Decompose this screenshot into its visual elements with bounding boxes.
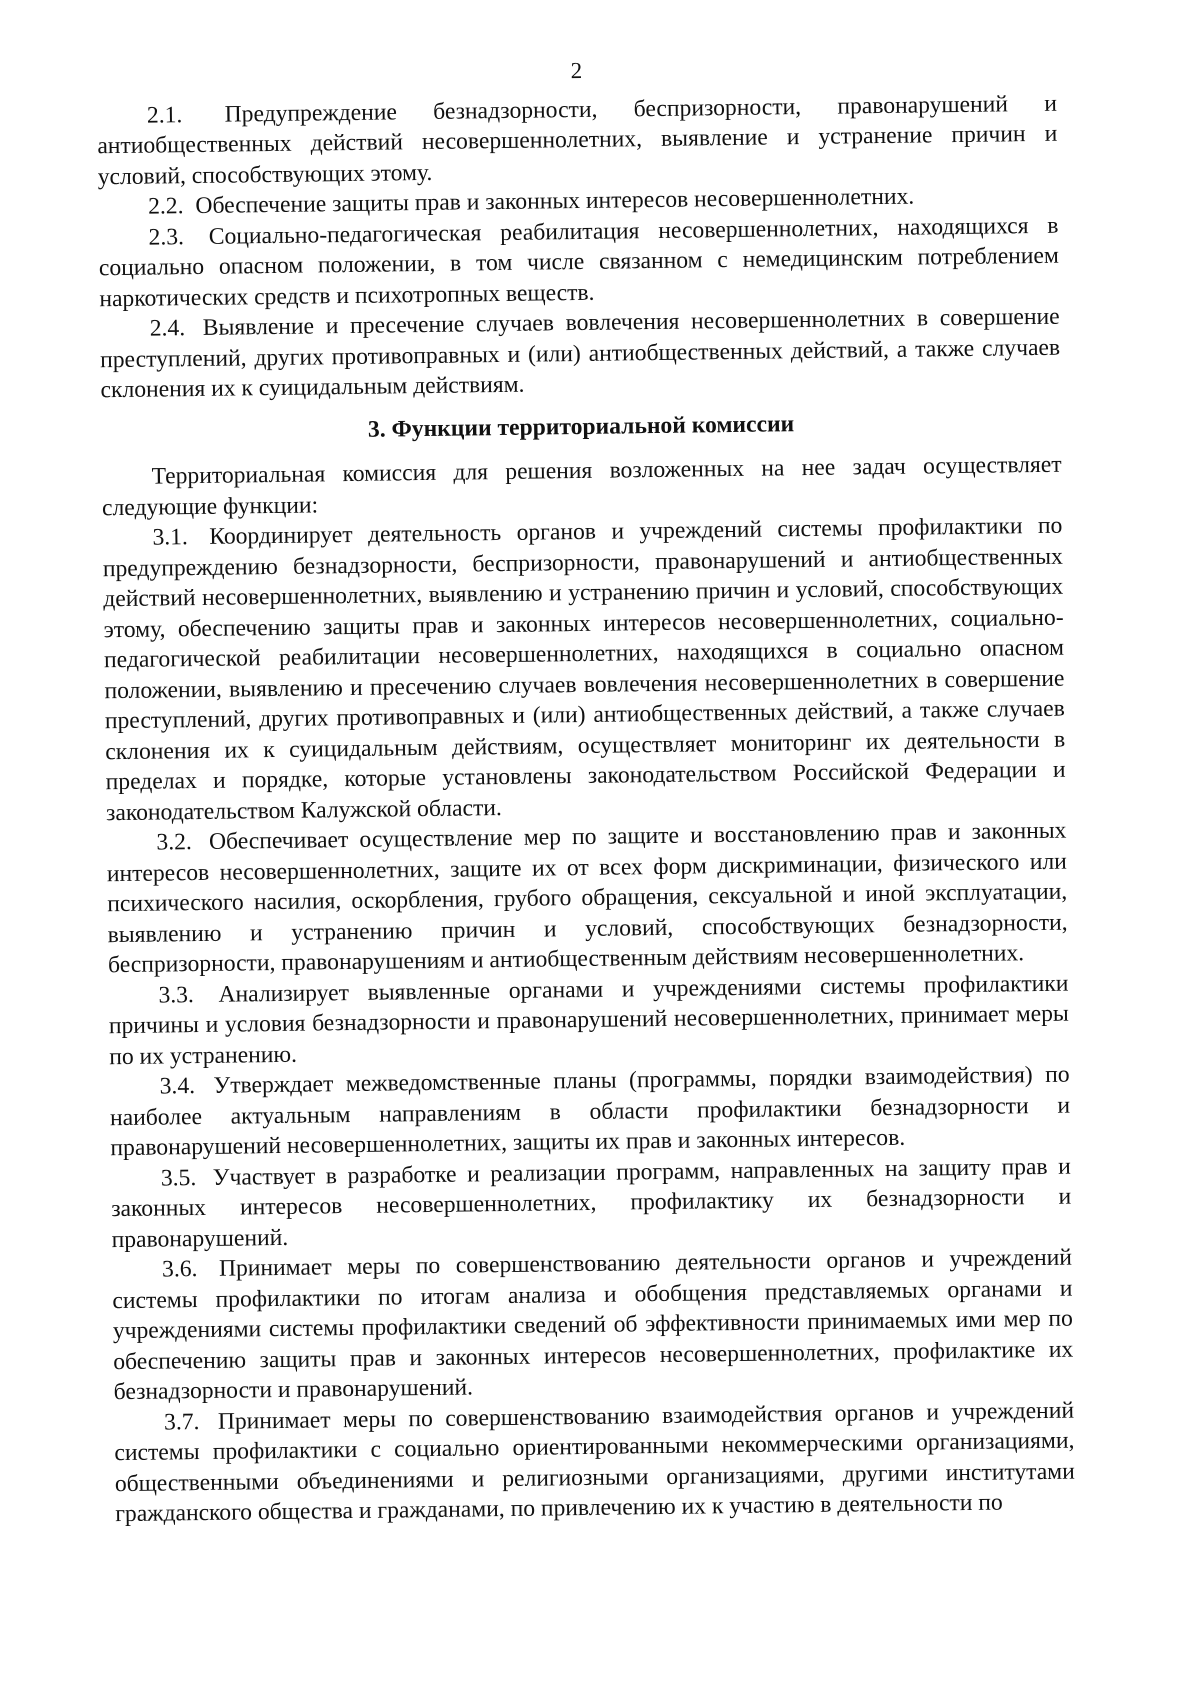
item-number: 2.3. <box>148 223 185 251</box>
item-3-1 <box>102 511 1066 829</box>
item-text: Социально-педагогическая реабилитация несовершеннолетних, находящихся в социально опасном положении, в том числе связанном с немедицинским потреблением наркотических средств и психотропных веществ. <box>98 212 1060 312</box>
item-3-2 <box>106 816 1068 981</box>
item-2-3 <box>98 210 1059 314</box>
item-number: 3.1. <box>152 524 189 551</box>
item-text: Обеспечение защиты прав и законных интересов несовершеннолетних. <box>195 183 915 219</box>
item-number: 2.1. <box>146 101 183 129</box>
item-2-4 <box>100 302 1061 406</box>
item-text: Координирует деятельность органов и учреждений системы профилактики по предупреждению безнадзорности, беспризорности, правонарушений и антиобщественных действий несовершеннолетних, выявлению и устранению причин и условий, способствующих этому, обеспечению защиты прав и законных интересов несовершеннолетних, социально-педагогической реабилитации несовершеннолетних, находящихся в социально опасном положении, выявлению и пресечению случаев вовлечения несовершеннолетних в совершение преступлений, других противоправных и (или) антиобщественных действий, а также случаев склонения их к суицидальным действиям, осуществляет мониторинг их деятельности в пределах и порядке, которые установлены законодательством Российской Федерации и законодательством Калужской области. <box>102 512 1066 826</box>
item-text: Обеспечивает осуществление мер по защите и восстановлению прав и законных интересов несовершеннолетних, защите их от всех форм дискриминации, физического или психического насилия, оскорбления, грубого обращения, сексуальной и иной эксплуатации, выявлению и устранению причин и условий, способствующих безнадзорности, беспризорности, правонарушениям и антиобщественным действиям несовершеннолетних. <box>106 817 1068 979</box>
item-3-5 <box>111 1151 1072 1255</box>
item-number: 3.4. <box>159 1073 196 1100</box>
item-3-3 <box>108 968 1069 1072</box>
item-number: 3.6. <box>161 1256 198 1283</box>
item-text: Утверждает межведомственные планы (программы, порядки взаимодействия) по наиболее актуальным направлениям в области профилактики безнадзорности и правонарушений несовершеннолетних, защиты их прав и законных интересов. <box>109 1061 1071 1162</box>
item-3-4 <box>109 1060 1070 1164</box>
item-text: Выявление и пресечение случаев вовлечения несовершеннолетних в совершение преступлений, других противоправных и (или) антиобщественных действий, а также случаев склонения их к суицидальным действиям. <box>99 303 1061 404</box>
section-2-list <box>97 88 1061 406</box>
item-number: 3.5. <box>160 1164 197 1192</box>
item-3-6 <box>112 1243 1074 1408</box>
item-number: 2.4. <box>149 315 186 342</box>
item-text: Участвует в разработке и реализации программ, направленных на защиту прав и законных интересов несовершеннолетних, профилактику их безнадзорности и правонарушений. <box>111 1153 1072 1253</box>
page-number: 2 <box>570 57 583 84</box>
item-text: Принимает меры по совершенствованию деятельности органов и учреждений системы профилактики по итогам анализа и обобщения представляемых органами и учреждениями системы профилактики сведений об эффективности принимаемых ими мер по обеспечению защиты прав и законных интересов несовершеннолетних, профилактике их безнадзорности и правонарушений. <box>112 1244 1074 1406</box>
section-3-heading: 3. Функции территориальной комиссии <box>367 410 795 443</box>
item-text: Предупреждение безнадзорности, беспризорности, правонарушений и антиобщественных действий несовершеннолетних, выявление и устранение причин и условий, способствующих этому. <box>97 90 1058 190</box>
item-number: 3.7. <box>163 1408 200 1436</box>
section-3-intro: Территориальная комиссия для решения возложенных на нее задач осуществляет следующие функции: <box>101 451 1062 521</box>
page-content <box>96 34 1075 1530</box>
item-number: 2.2. <box>147 193 184 220</box>
section-3-list <box>102 511 1075 1530</box>
item-text: Анализирует выявленные органами и учреждениями системы профилактики причины и условия безнадзорности и правонарушений несовершеннолетних, принимает меры по их устранению. <box>108 970 1069 1070</box>
item-2-1 <box>97 88 1058 192</box>
item-number: 3.2. <box>156 829 193 856</box>
item-3-7 <box>114 1395 1076 1530</box>
item-number: 3.3. <box>158 981 195 1009</box>
item-text: Принимает меры по совершенствованию взаимодействия органов и учреждений системы профилактики с социально ориентированными некоммерческими организациями, общественными объединениями и религиозными организациями, другими институтами гражданского общества и гражданами, по привлечению их к участию в деятельности по <box>114 1397 1075 1528</box>
